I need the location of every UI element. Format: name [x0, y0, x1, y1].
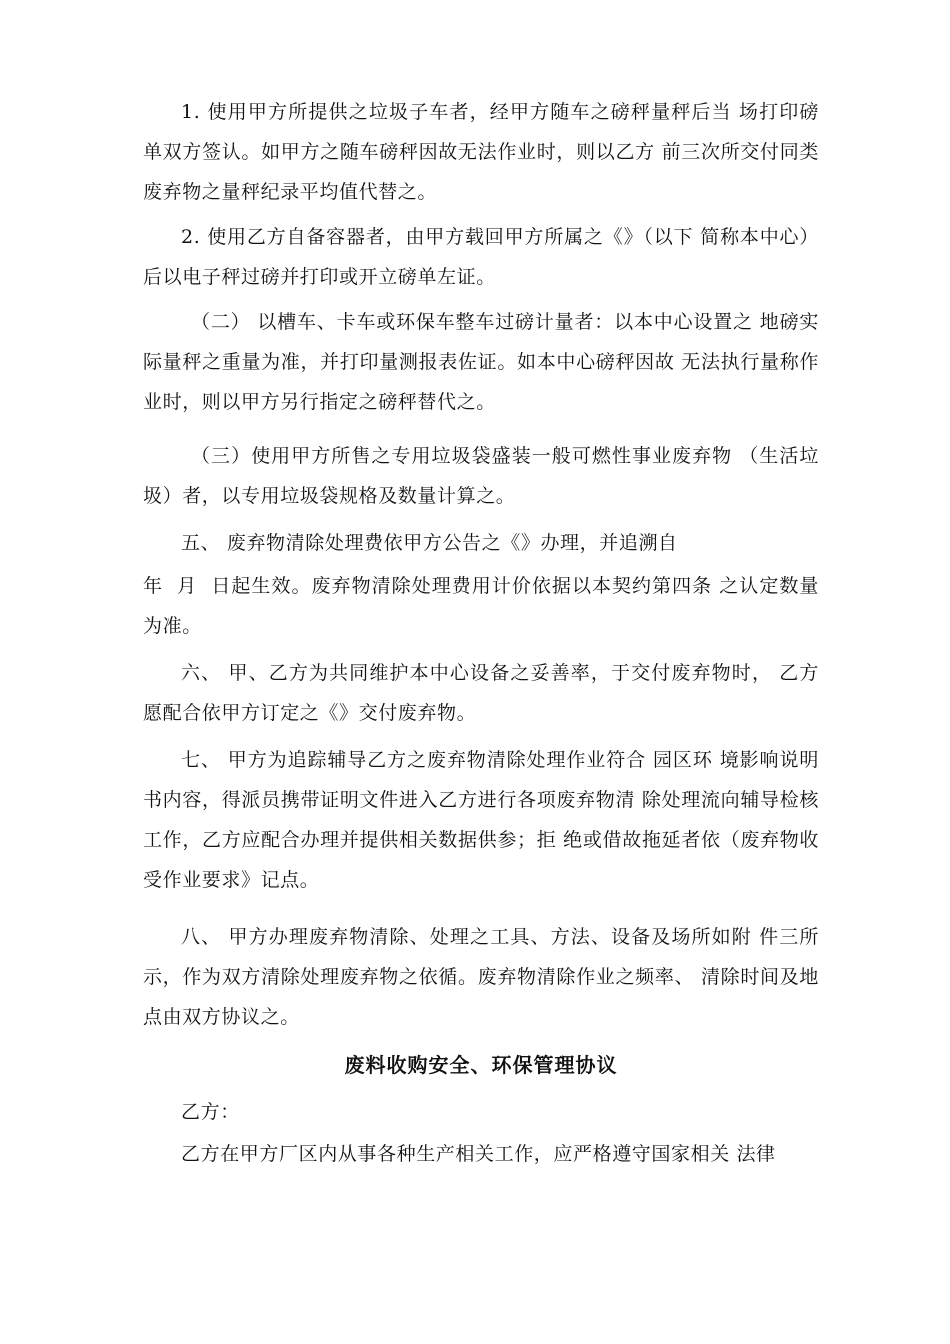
- paragraph-7: 六、 甲、乙方为共同维护本中心设备之妥善率，于交付废弃物时， 乙方愿配合依甲方订定之《》交付废弃物。: [143, 662, 819, 724]
- paragraph-6: 年 月 日起生效。废弃物清除处理费用计价依据以本契约第四条 之认定数量为准。: [143, 575, 819, 637]
- closing-paragraph: 乙方在甲方厂区内从事各种生产相关工作，应严格遵守国家相关 法律: [181, 1143, 776, 1165]
- paragraph-2: 2. 使用乙方自备容器者，由甲方载回甲方所属之《》（以下 简称本中心）后以电子秤过磅并打印或开立磅单左证。: [143, 226, 819, 288]
- paragraph-8: 七、 甲方为追踪辅导乙方之废弃物清除处理作业符合 园区环 境影响说明书内容，得派员携带证明文件进入乙方进行各项废弃物清 除处理流向辅导检核工作，乙方应配合办理并提供相关数据供参；拒 绝或借故拖延者依（废弃物收受作业要求》记点。: [143, 749, 819, 891]
- paragraph-5: 五、 废弃物清除处理费依甲方公告之《》办理，并追溯自: [181, 532, 678, 554]
- paragraph-3: （二） 以槽车、卡车或环保车整车过磅计量者：以本中心设置之 地磅实际量秤之重量为准，并打印量测报表佐证。如本中心磅秤因故 无法执行量称作业时，则以甲方另行指定之磅秤替代之。: [143, 311, 819, 413]
- section-title: 废料收购安全、环保管理协议: [344, 1053, 618, 1077]
- paragraph-4: （三）使用甲方所售之专用垃圾袋盛装一般可燃性事业废弃物 （生活垃圾）者，以专用垃圾袋规格及数量计算之。: [143, 445, 819, 507]
- paragraph-1: 1. 使用甲方所提供之垃圾子车者，经甲方随车之磅秤量秤后当 场打印磅单双方签认。如甲方之随车磅秤因故无法作业时，则以乙方 前三次所交付同类废弃物之量秤纪录平均值代替之。: [143, 101, 819, 203]
- paragraph-9: 八、 甲方办理废弃物清除、处理之工具、方法、设备及场所如附 件三所示，作为双方清除处理废弃物之依循。废弃物清除作业之频率、 清除时间及地点由双方协议之。: [143, 926, 819, 1028]
- party-label: 乙方：: [181, 1101, 240, 1123]
